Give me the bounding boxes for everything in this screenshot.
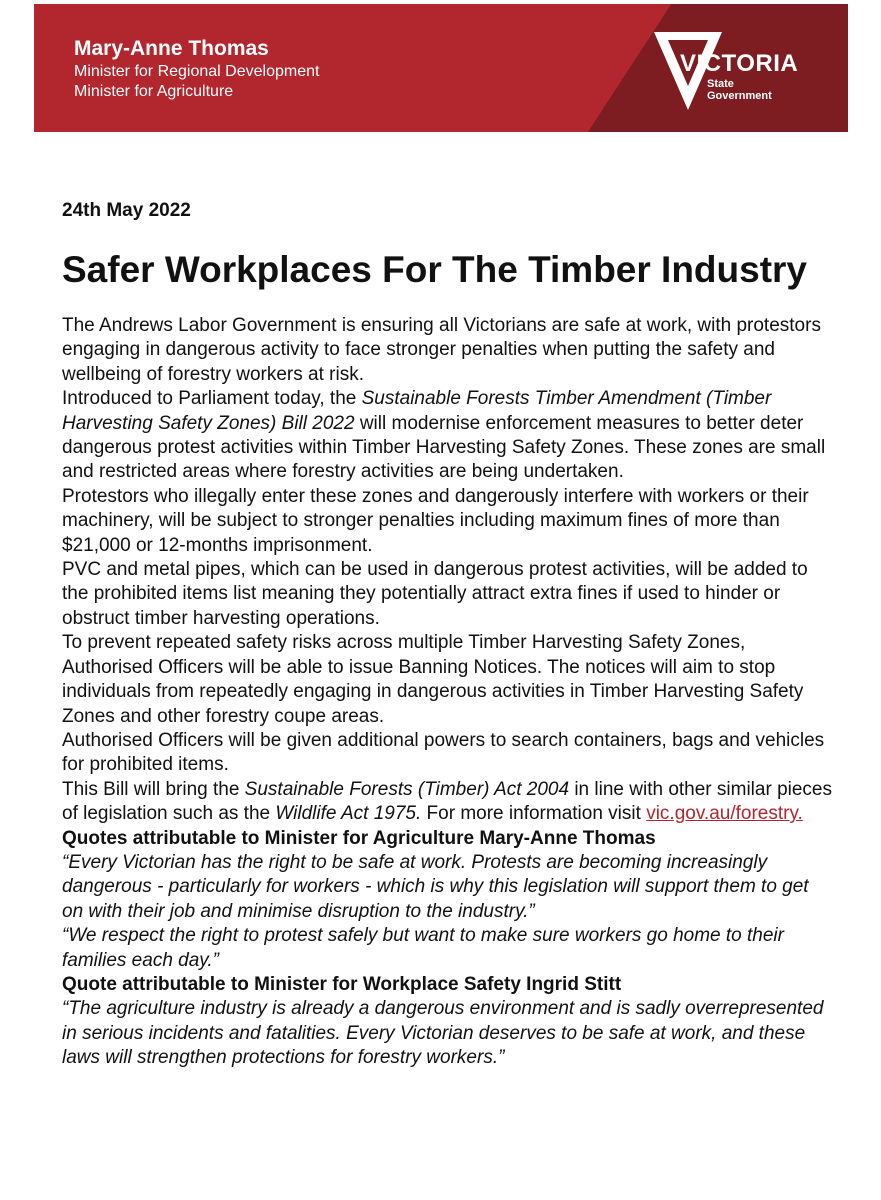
paragraph-bill — [62, 387, 832, 485]
quotes-heading-thomas: Quotes attributable to Minister for Agriculture Mary-Anne Thomas — [62, 827, 656, 849]
text-segment: in line with other similar pieces of legislation such as the — [62, 778, 832, 825]
minister-name: Mary-Anne Thomas — [74, 37, 269, 60]
quote-thomas-2: “We respect the right to protest safely but want to make sure workers go home to their families each day.” — [62, 925, 784, 971]
text-segment: Introduced to Parliament today, the — [62, 388, 362, 410]
release-title: Safer Workplaces For The Timber Industry — [62, 249, 808, 290]
release-body — [62, 314, 832, 1071]
victoria-wordmark: VICTORIA — [680, 50, 799, 77]
paragraph-prohibited-items: PVC and metal pipes, which can be used in dangerous protest activities, will be added to the prohibited items list meaning they potentially attract extra fines if used to hinder or obstruct timber harvesting operations. — [62, 559, 808, 629]
minister-role-2: Minister for Agriculture — [74, 83, 234, 100]
quote-stitt: “The agriculture industry is already a dangerous environment and is sadly overrepresented in serious incidents and fatalities. Every Victorian deserves to be safe at work, and these laws will strengthen protections for forestry workers.” — [62, 998, 824, 1069]
text-segment: This Bill will bring the — [62, 778, 245, 800]
forestry-link[interactable]: vic.gov.au/forestry. — [646, 803, 803, 825]
paragraph-banning-notices: To prevent repeated safety risks across multiple Timber Harvesting Safety Zones, Authorised Officers will be able to issue Banning Notices. The notices will aim to stop individuals from repeatedly engaging in dangerous activities in Timber Harvesting Safety Zones and other forestry coupe areas. — [62, 632, 804, 727]
quote-heading-stitt: Quote attributable to Minister for Workplace Safety Ingrid Stitt — [62, 973, 622, 995]
paragraph-legislation — [62, 778, 832, 827]
act-name: Sustainable Forests (Timber) Act 2004 — [244, 778, 570, 800]
minister-role-1: Minister for Regional Development — [74, 63, 320, 80]
state-government-label — [707, 78, 772, 102]
quote-thomas-1: “Every Victorian has the right to be safe at work. Protests are becoming increasingly dangerous - particularly for workers - which is why this legislation will support them to get on with their job and minimise disruption to the industry.” — [62, 851, 809, 922]
paragraph-intro: The Andrews Labor Government is ensuring all Victorians are safe at work, with protestors engaging in dangerous activity to face stronger penalties when putting the safety and wellbeing of forestry workers at risk. — [62, 315, 821, 385]
paragraph-search-powers: Authorised Officers will be given additional powers to search containers, bags and vehicles for prohibited items. — [62, 729, 825, 776]
header-banner — [34, 4, 848, 132]
bill-name: Sustainable Forests Timber Amendment (Timber Harvesting Safety Zones) Bill 2022 — [62, 388, 772, 434]
state-label: State — [707, 78, 734, 90]
government-label: Government — [707, 90, 772, 102]
act-name: Wildlife Act 1975. — [275, 803, 422, 825]
minister-block — [74, 36, 319, 102]
release-date: 24th May 2022 — [62, 200, 191, 221]
media-release — [62, 196, 832, 1071]
text-segment: For more information visit — [421, 803, 647, 825]
paragraph-penalties: Protestors who illegally enter these zones and dangerously interfere with workers or their machinery, will be subject to stronger penalties including maximum fines of more than $21,000 or 12-months imprisonment. — [62, 485, 809, 556]
text-segment: will modernise enforcement measures to better deter dangerous protest activities within Timber Harvesting Safety Zones. These zones are small and restricted areas where forestry activities are being undertaken. — [62, 412, 826, 483]
victoria-logo — [652, 30, 802, 112]
